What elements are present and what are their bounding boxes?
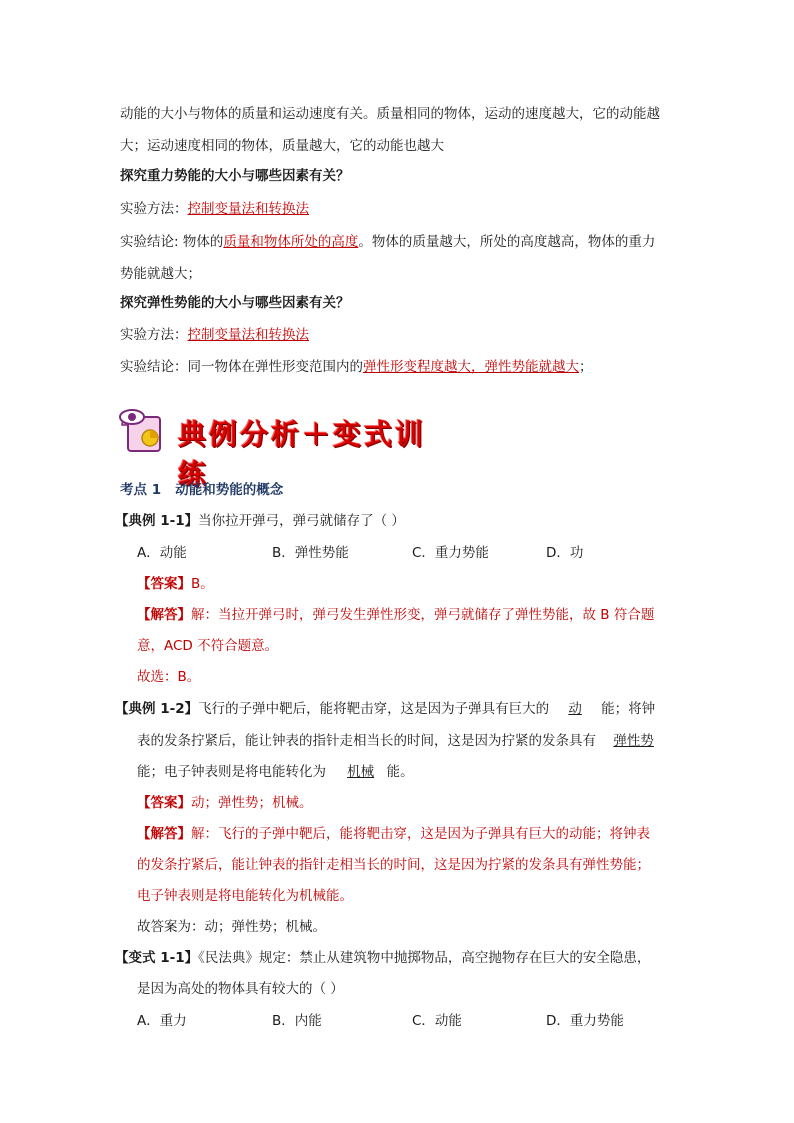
analysis-text: 解：当拉开弹弓时，弹弓发生弹性形变，弹弓就储存了弹性势能，故 B 符合题 <box>191 607 655 623</box>
topic-label: 考点 1 <box>120 482 162 498</box>
example-1-1-analysis <box>137 603 654 623</box>
answer-tag: 【答案】 <box>137 576 191 592</box>
example-1-1-question <box>115 509 405 529</box>
eye-scroll-icon <box>118 405 174 455</box>
example-1-2-final: 故答案为：动；弹性势；机械。 <box>137 919 326 935</box>
example-1-2-question-line3 <box>137 760 414 780</box>
conclusion-label: 实验结论：同一物体在弹性形变范围内的 <box>120 359 363 375</box>
option-d: D．功 <box>546 545 584 561</box>
option-a: A．重力 <box>137 1013 187 1029</box>
method-value: 控制变量法和转换法 <box>187 201 309 217</box>
question-text: 表的发条拧紧后，能让钟表的指针走相当长的时间，这是因为拧紧的发条具有 <box>137 733 596 749</box>
conclusion-rest: 。物体的质量越大，所处的高度越高，物体的重力 <box>358 234 656 250</box>
conclusion-highlight: 质量和物体所处的高度 <box>223 234 359 250</box>
example-1-2-analysis <box>137 822 650 842</box>
theory-line-2: 大；运动速度相同的物体，质量越大，它的动能也越大 <box>120 138 444 154</box>
example-1-2-analysis-line2: 的发条拧紧后，能让钟表的指针走相当长的时间，这是因为拧紧的发条具有弹性势能； <box>137 857 650 873</box>
example-1-1-answer <box>137 572 214 592</box>
option-c: C．动能 <box>412 1013 462 1029</box>
analysis-tag: 【解答】 <box>137 826 191 842</box>
variant-tag: 【变式 1-1】 <box>115 950 199 966</box>
option-b: B．内能 <box>272 1013 322 1029</box>
theory-line-1: 动能的大小与物体的质量和运动速度有关。质量相同的物体，运动的速度越大，它的动能越 <box>120 106 660 122</box>
conclusion-label: 实验结论: 物体的 <box>120 234 224 250</box>
question-text: 《民法典》规定：禁止从建筑物中抛掷物品，高空抛物存在巨大的安全隐患， <box>198 950 651 966</box>
question-text-cont: 能；将钟 <box>601 701 656 717</box>
example-tag: 【典例 1-1】 <box>115 513 199 529</box>
answer-value: B。 <box>191 576 214 592</box>
option-c: C．重力势能 <box>412 545 489 561</box>
example-1-2-answer <box>137 791 313 811</box>
analysis-text: 解：飞行的子弹中靶后，能将靶击穿，这是因为子弹具有巨大的动能；将钟表 <box>191 826 650 842</box>
banner-title: 典例分析＋变式训练 <box>178 418 427 491</box>
question-text-end: 能。 <box>386 764 414 780</box>
method-label: 实验方法： <box>120 327 188 343</box>
option-d: D．重力势能 <box>546 1013 624 1029</box>
example-tag: 【典例 1-2】 <box>115 701 199 717</box>
option-b: B．弹性势能 <box>272 545 349 561</box>
blank-3: 机械 <box>347 764 375 780</box>
method-elastic <box>120 323 309 343</box>
answer-value: 动；弹性势；机械。 <box>191 795 313 811</box>
answer-tag: 【答案】 <box>137 795 191 811</box>
conclusion-elastic <box>120 355 593 375</box>
example-1-2-analysis-line3: 电子钟表则是将电能转化为机械能。 <box>137 888 353 904</box>
blank-2: 弹性势 <box>613 733 654 749</box>
example-1-1-choice: 故选：B。 <box>137 669 201 685</box>
heading-gravity-potential: 探究重力势能的大小与哪些因素有关？ <box>120 168 350 184</box>
topic-title: 动能和势能的概念 <box>175 482 284 498</box>
example-1-1-analysis-line2: 意，ACD 不符合题意。 <box>137 638 279 654</box>
example-1-2-question-line1 <box>115 697 655 717</box>
question-text: 能；电子钟表则是将电能转化为 <box>137 764 326 780</box>
variant-1-1-question-line2: 是因为高处的物体具有较大的（ ） <box>137 981 344 997</box>
option-a: A．动能 <box>137 545 187 561</box>
method-gravity <box>120 197 309 217</box>
conclusion-gravity <box>120 230 655 250</box>
analysis-tag: 【解答】 <box>137 607 191 623</box>
blank-1: 动 <box>568 701 582 717</box>
example-1-2-question-line2 <box>137 729 663 749</box>
method-value: 控制变量法和转换法 <box>187 327 309 343</box>
topic-heading <box>120 478 283 498</box>
method-label: 实验方法： <box>120 201 188 217</box>
conclusion-gravity-line2: 势能就越大； <box>120 266 201 282</box>
conclusion-highlight: 弹性形变程度越大，弹性势能就越大 <box>363 359 579 375</box>
conclusion-end: ； <box>579 359 593 375</box>
question-text: 当你拉开弹弓，弹弓就储存了（ ） <box>198 513 405 529</box>
heading-elastic-potential: 探究弹性势能的大小与哪些因素有关？ <box>120 295 350 311</box>
question-text: 飞行的子弹中靶后，能将靶击穿，这是因为子弹具有巨大的 <box>198 701 550 717</box>
variant-1-1-question-line1 <box>115 946 650 966</box>
